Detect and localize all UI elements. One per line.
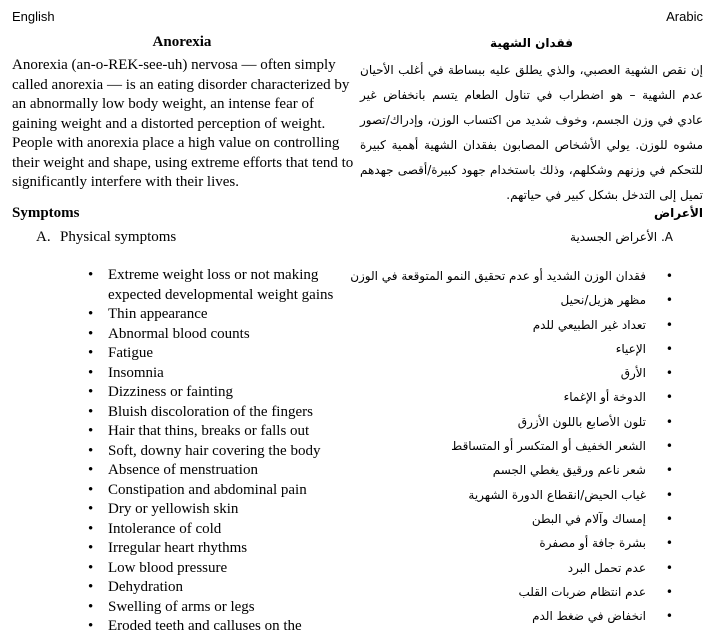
english-symptom-list xyxy=(88,266,358,637)
arabic-symptom-item: • عدم تحمل البرد xyxy=(360,556,703,580)
arabic-symptom-item: • مظهر هزيل/نحيل xyxy=(360,288,703,312)
english-symptom-item: • Bluish discoloration of the fingers xyxy=(88,403,358,423)
english-symptom-item: • Insomnia xyxy=(88,364,358,384)
arabic-symptom-item: • شعر ناعم ورقيق يغطي الجسم xyxy=(360,458,703,482)
english-symptom-item: • Low blood pressure xyxy=(88,559,358,579)
english-symptom-item: • Swelling of arms or legs xyxy=(88,598,358,618)
arabic-symptom-list xyxy=(350,264,703,628)
english-symptom-item: • Extreme weight loss or not making expected developmental weight gains xyxy=(88,266,358,305)
arabic-symptom-item: • الإعياء xyxy=(360,337,703,361)
english-symptom-item: • Abnormal blood counts xyxy=(88,325,358,345)
english-symptom-item: • Thin appearance xyxy=(88,305,358,325)
arabic-symptom-item: • الشعر الخفيف أو المتكسر أو المتساقط xyxy=(360,434,703,458)
arabic-symptom-item: • غياب الحيض/انقطاع الدورة الشهرية xyxy=(360,483,703,507)
english-language-label: English xyxy=(12,9,55,24)
arabic-symptom-item: • تعداد غير الطبيعي للدم xyxy=(360,313,703,337)
english-subsection-marker: A. xyxy=(36,229,51,245)
arabic-symptom-item: • الدوخة أو الإغماء xyxy=(360,385,703,409)
english-symptom-item: • Hair that thins, breaks or falls out xyxy=(88,422,358,442)
english-section-heading: Symptoms xyxy=(12,205,80,221)
arabic-symptom-item: • فقدان الوزن الشديد أو عدم تحقيق النمو المتوقعة في الوزن xyxy=(360,264,703,288)
english-symptom-item: • Soft, downy hair covering the body xyxy=(88,442,358,462)
english-subsection-heading xyxy=(36,229,176,246)
arabic-section-heading: الأعراض xyxy=(654,206,703,220)
english-symptom-item: • Absence of menstruation xyxy=(88,461,358,481)
english-symptom-item: • Dizziness or fainting xyxy=(88,383,358,403)
english-symptom-item: • Dehydration xyxy=(88,578,358,598)
english-column xyxy=(12,0,357,637)
arabic-symptom-item: • تلون الأصابع باللون الأزرق xyxy=(360,410,703,434)
arabic-symptom-item: • بشرة جافة أو مصفرة xyxy=(360,531,703,555)
arabic-intro-paragraph: إن نقص الشهية العصبي، والذي يطلق عليه ببساطة في أغلب الأحيان عدم الشهية – هو اضطراب في تناول الطعام يتسم بانخفاض غير عادي في وزن الجسم، وخوف شديد من اكتساب الوزن، وإدراك/تصور مشوه للوزن. يولي الأشخاص المصابون بفقدان الشهية أهمية كبيرة للتحكم في وزنهم وشكلهم، وذلك باستخدام جهود كبيرة/أقصى جهدهم تميل إلى التدخل بشكل كبير في حياتهم. xyxy=(360,63,703,202)
english-symptom-item: • Irregular heart rhythms xyxy=(88,539,358,559)
arabic-symptom-item: • عدم انتظام ضربات القلب xyxy=(360,580,703,604)
english-symptom-item: • Intolerance of cold xyxy=(88,520,358,540)
english-symptom-item: • Eroded teeth and calluses on the xyxy=(88,617,358,637)
arabic-column xyxy=(350,0,703,637)
english-symptom-item: • Dry or yellowish skin xyxy=(88,500,358,520)
arabic-title: فقدان الشهية xyxy=(490,36,573,50)
english-intro-paragraph: Anorexia (an-o-REK-see-uh) nervosa — often simply called anorexia — is an eating disorder characterized by an abnormally low body weight, an intense fear of gaining weight and a distorted perception of weight. People with anorexia place a high value on controlling their weight and shape, using extreme efforts that tend to significantly interfere with their lives. xyxy=(12,57,354,190)
english-subsection-label: Physical symptoms xyxy=(60,229,177,245)
english-symptom-item: • Fatigue xyxy=(88,344,358,364)
arabic-symptom-item: • الأرق xyxy=(360,361,703,385)
arabic-language-label: Arabic xyxy=(666,9,703,24)
english-title: Anorexia xyxy=(152,34,212,50)
arabic-subsection-heading: A. الأعراض الجسدية xyxy=(570,230,673,244)
arabic-symptom-item: • إمساك وآلام في البطن xyxy=(360,507,703,531)
arabic-symptom-item: • انخفاض في ضغط الدم xyxy=(360,604,703,628)
english-symptom-item: • Constipation and abdominal pain xyxy=(88,481,358,501)
